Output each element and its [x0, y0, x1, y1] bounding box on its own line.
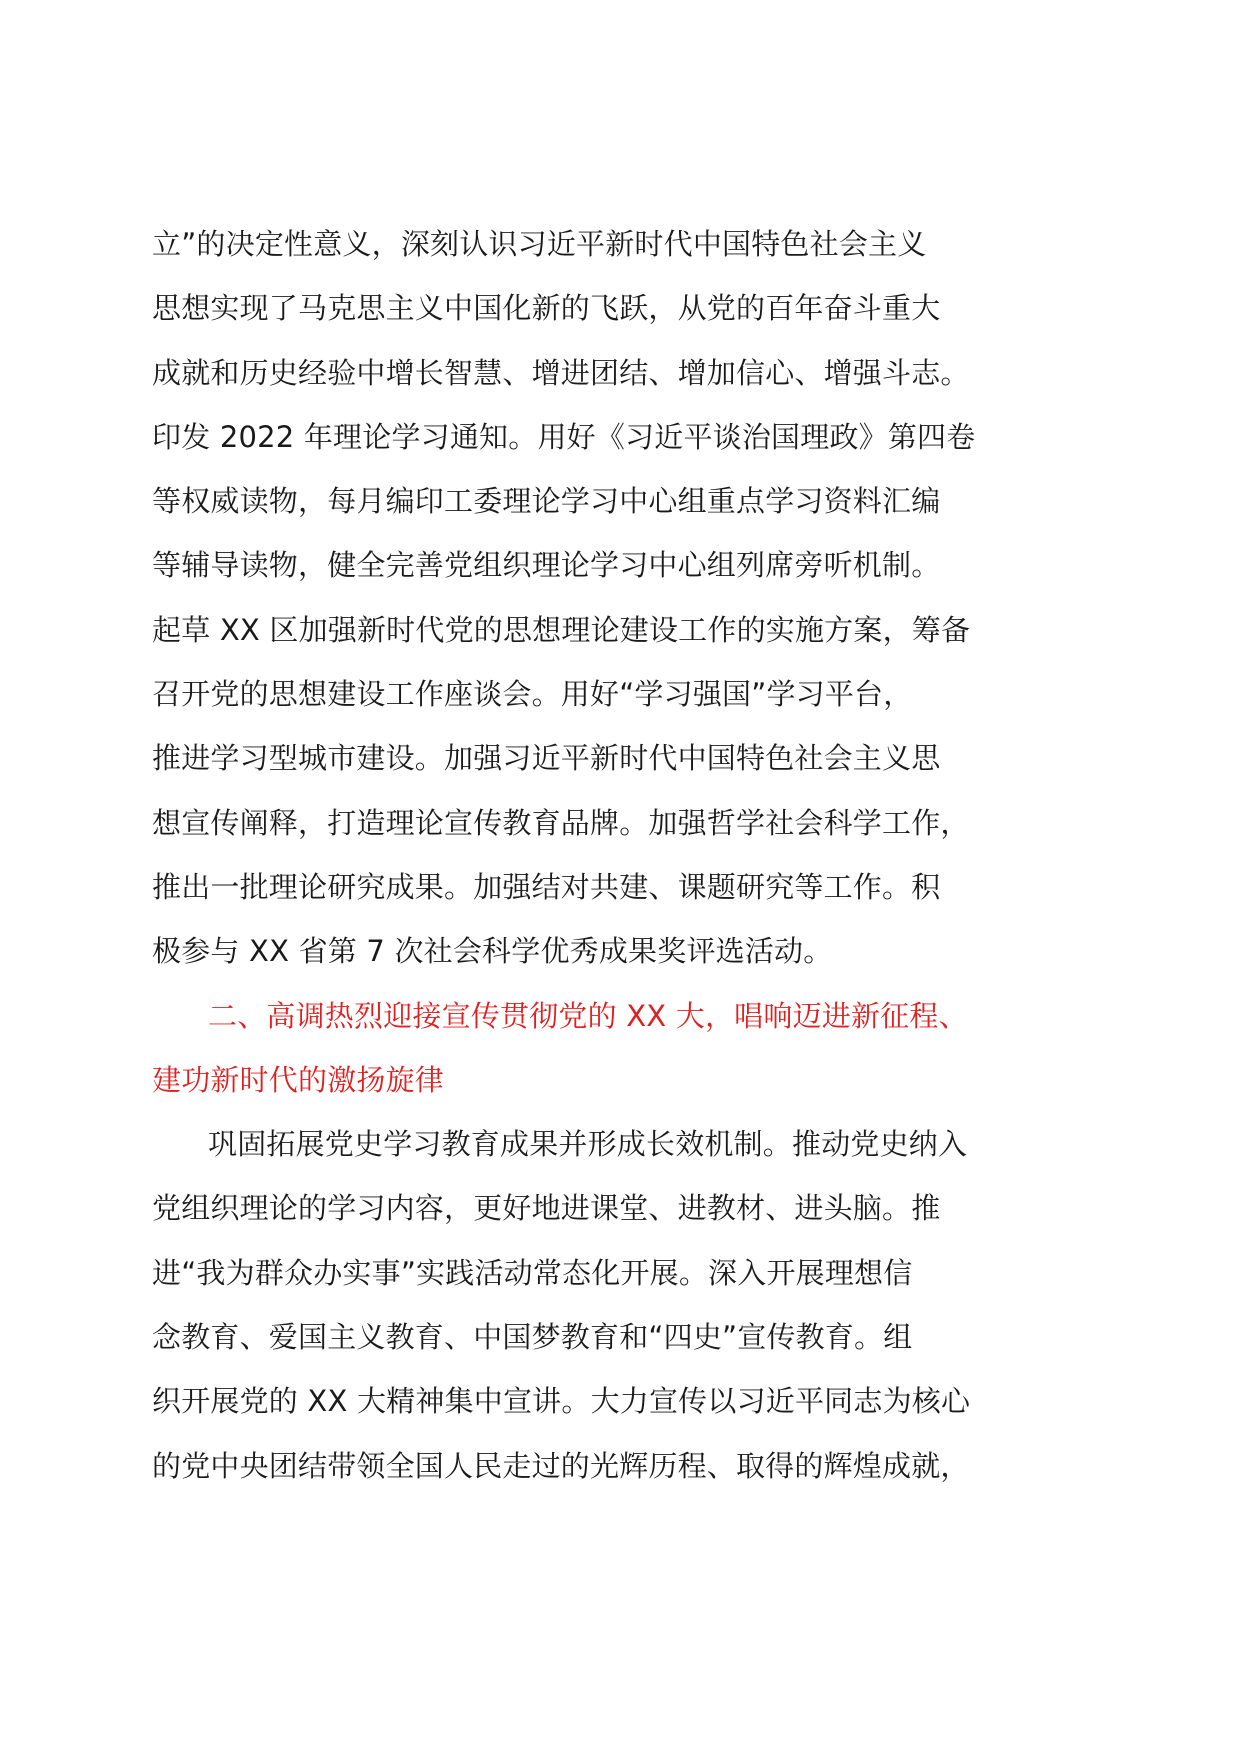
paragraph-line: 极参与 XX 省第 7 次社会科学优秀成果奖评选活动。 [152, 934, 833, 969]
paragraph-line: 等辅导读物，健全完善党组织理论学习中心组列席旁听机制。 [152, 548, 941, 583]
paragraph-line: 推出一批理论研究成果。加强结对共建、课题研究等工作。积 [152, 869, 941, 904]
paragraph [152, 1112, 1092, 1498]
paragraph-continued [152, 212, 1092, 984]
paragraph-line: 党组织理论的学习内容，更好地进课堂、进教材、进头脑。推 [152, 1191, 941, 1226]
paragraph-line: 念教育、爱国主义教育、中国梦教育和“四史”宣传教育。组 [152, 1320, 913, 1355]
paragraph-line: 织开展党的 XX 大精神集中宣讲。大力宣传以习近平同志为核心 [152, 1384, 971, 1419]
document-body [152, 212, 1092, 1498]
paragraph-line: 进“我为群众办实事”实践活动常态化开展。深入开展理想信 [152, 1255, 913, 1290]
paragraph-line: 起草 XX 区加强新时代党的思想理论建设工作的实施方案，筹备 [152, 612, 971, 647]
paragraph-line: 成就和历史经验中增长智慧、增进团结、增加信心、增强斗志。 [152, 355, 970, 390]
paragraph-line: 巩固拓展党史学习教育成果并形成长效机制。推动党史纳入 [208, 1127, 968, 1162]
section-heading [152, 984, 1092, 1113]
paragraph-line: 召开党的思想建设工作座谈会。用好“学习强国”学习平台， [152, 677, 913, 712]
paragraph-line: 推进学习型城市建设。加强习近平新时代中国特色社会主义思 [152, 741, 941, 776]
section-heading-line: 二、高调热烈迎接宣传贯彻党的 XX 大，唱响迈进新征程、 [208, 998, 968, 1033]
paragraph-line: 立”的决定性意义，深刻认识习近平新时代中国特色社会主义 [152, 227, 927, 261]
paragraph-line: 等权威读物，每月编印工委理论学习中心组重点学习资料汇编 [152, 484, 941, 519]
paragraph-line: 思想实现了马克思主义中国化新的飞跃，从党的百年奋斗重大 [152, 291, 941, 326]
paragraph-line: 印发 2022 年理论学习通知。用好《习近平谈治国理政》第四卷 [152, 419, 976, 454]
section-heading-line: 建功新时代的激扬旋律 [152, 1062, 445, 1097]
paragraph-line: 想宣传阐释，打造理论宣传教育品牌。加强哲学社会科学工作， [152, 805, 970, 840]
paragraph-line: 的党中央团结带领全国人民走过的光辉历程、取得的辉煌成就， [152, 1448, 970, 1483]
